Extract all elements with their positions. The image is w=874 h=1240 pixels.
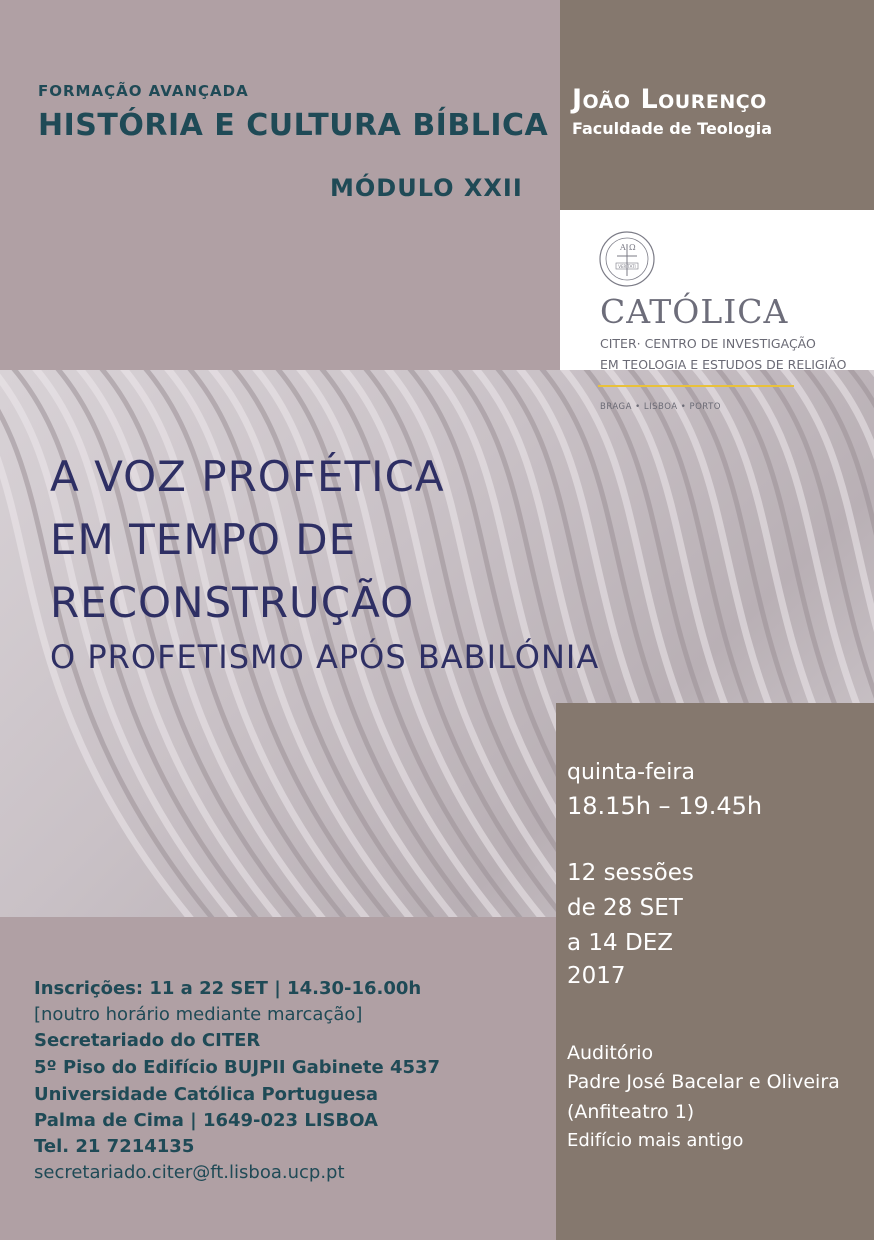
event-title-line-2: EM TEMPO DE xyxy=(50,515,357,564)
registration-alt-hours: [noutro horário mediante marcação] xyxy=(34,1004,363,1025)
event-title-line-1: A VOZ PROFÉTICA xyxy=(50,452,445,501)
schedule-start: de 28 SET xyxy=(567,895,683,921)
venue-line-2: Padre José Bacelar e Oliveira xyxy=(567,1071,840,1093)
speaker-name: João Lourenço xyxy=(572,84,767,115)
event-subtitle: O PROFETISMO APÓS BABILÓNIA xyxy=(50,638,600,676)
phone-number: Tel. 21 7214135 xyxy=(34,1136,195,1157)
logo-subtitle-1: CITER· CENTRO DE INVESTIGAÇÃO xyxy=(600,336,816,351)
course-title: HISTÓRIA E CULTURA BÍBLICA xyxy=(38,108,549,143)
seal-motto: VERITATI xyxy=(618,264,636,269)
schedule-year: 2017 xyxy=(567,963,626,989)
registration-dates: Inscrições: 11 a 22 SET | 14.30-16.00h xyxy=(34,978,422,999)
logo-cities: BRAGA • LISBOA • PORTO xyxy=(600,402,721,412)
module-label: MÓDULO XXII xyxy=(330,174,523,202)
svg-text:A: A xyxy=(620,243,626,252)
logo-subtitle-2: EM TEOLOGIA E ESTUDOS DE RELIGIÃO xyxy=(600,357,847,372)
office-location: 5º Piso do Edifício BUJPII Gabinete 4537 xyxy=(34,1057,441,1078)
schedule-day: quinta-feira xyxy=(567,760,695,785)
venue-line-1: Auditório xyxy=(567,1042,654,1064)
schedule-time: 18.15h – 19.45h xyxy=(567,792,763,820)
schedule-end: a 14 DEZ xyxy=(567,930,673,956)
course-kicker: FORMAÇÃO AVANÇADA xyxy=(38,82,249,100)
logo-divider xyxy=(598,385,794,387)
schedule-sessions: 12 sessões xyxy=(567,860,694,886)
university-seal-icon xyxy=(598,230,656,288)
event-title-line-3: RECONSTRUÇÃO xyxy=(50,578,415,627)
speaker-affiliation: Faculdade de Teologia xyxy=(572,119,772,138)
venue-line-3: (Anfiteatro 1) xyxy=(567,1101,695,1123)
university-name: Universidade Católica Portuguesa xyxy=(34,1084,379,1105)
logo-wordmark: CATÓLICA xyxy=(600,292,789,331)
office-name: Secretariado do CITER xyxy=(34,1030,261,1051)
svg-text:Ω: Ω xyxy=(629,243,636,252)
info-panel xyxy=(0,917,556,1240)
postal-address: Palma de Cima | 1649-023 LISBOA xyxy=(34,1110,378,1131)
venue-line-4: Edifício mais antigo xyxy=(567,1130,744,1151)
email-link[interactable]: secretariado.citer@ft.lisboa.ucp.pt xyxy=(34,1162,345,1183)
